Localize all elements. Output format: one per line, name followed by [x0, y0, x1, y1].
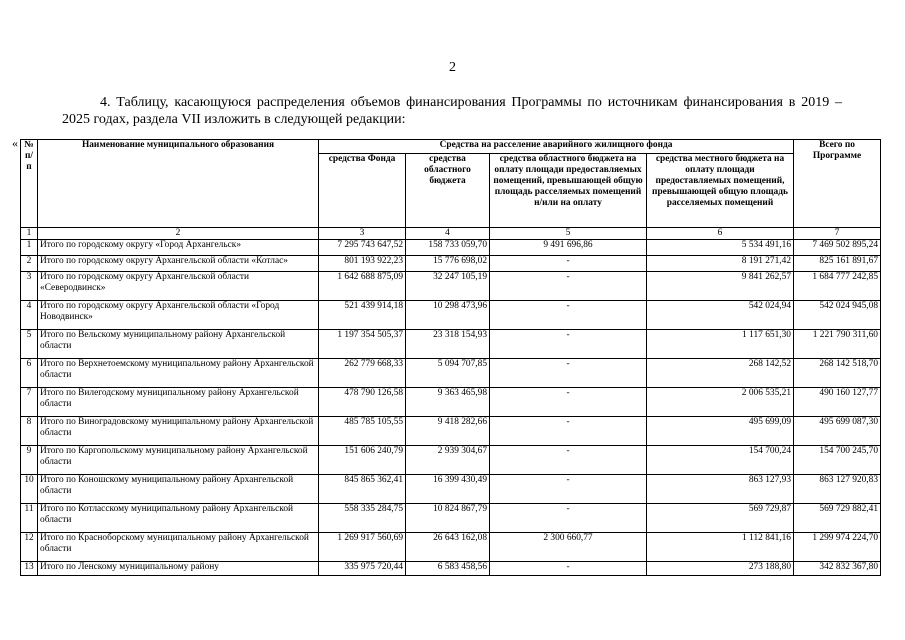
- local-amount: 2 006 535,21: [647, 388, 794, 417]
- local-amount: 9 841 262,57: [647, 272, 794, 301]
- header-number: № п/п: [21, 140, 38, 228]
- intro-paragraph: 4. Таблицу, касающуюся распределения объемов финансирования Программы по источникам финансирования в 2019 – 2025 годах, раздела VII изложить в следующей редакции:: [62, 95, 842, 127]
- municipality-name: Итого по Верхнетоемскому муниципальному району Архангельской области: [38, 359, 319, 388]
- local-amount: 863 127,93: [647, 475, 794, 504]
- row-number: 6: [21, 359, 38, 388]
- page-number: 2: [449, 60, 456, 75]
- fund-amount: 845 865 362,41: [319, 475, 406, 504]
- local-amount: 1 112 841,16: [647, 533, 794, 562]
- row-number: 2: [21, 256, 38, 272]
- column-number: 3: [319, 228, 406, 240]
- municipality-name: Итого по городскому округу Архангельской области «Северодвинск»: [38, 272, 319, 301]
- table-row: [21, 504, 881, 533]
- row-number: 10: [21, 475, 38, 504]
- regional-extra-amount: 9 491 696,86: [490, 240, 647, 256]
- table-row: [21, 446, 881, 475]
- regional-extra-amount: -: [490, 562, 647, 576]
- table-row: [21, 562, 881, 576]
- fund-amount: 801 193 922,23: [319, 256, 406, 272]
- fund-amount: 485 785 105,55: [319, 417, 406, 446]
- header-funds-group: Средства на расселение аварийного жилищного фонда: [319, 140, 794, 154]
- regional-amount: 16 399 430,49: [406, 475, 490, 504]
- row-number: 7: [21, 388, 38, 417]
- regional-extra-amount: -: [490, 388, 647, 417]
- fund-amount: 7 295 743 647,52: [319, 240, 406, 256]
- row-number: 13: [21, 562, 38, 576]
- total-amount: 825 161 891,67: [794, 256, 881, 272]
- regional-extra-amount: -: [490, 330, 647, 359]
- fund-amount: 151 606 240,79: [319, 446, 406, 475]
- total-amount: 490 160 127,77: [794, 388, 881, 417]
- total-amount: 569 729 882,41: [794, 504, 881, 533]
- table-row: [21, 330, 881, 359]
- regional-extra-amount: -: [490, 504, 647, 533]
- regional-extra-amount: -: [490, 256, 647, 272]
- table-row: [21, 359, 881, 388]
- regional-amount: 32 247 105,19: [406, 272, 490, 301]
- regional-amount: 26 643 162,08: [406, 533, 490, 562]
- local-amount: 8 191 271,42: [647, 256, 794, 272]
- financing-table: [20, 139, 881, 576]
- local-amount: 5 534 491,16: [647, 240, 794, 256]
- municipality-name: Итого по городскому округу Архангельской области «Город Новодвинск»: [38, 301, 319, 330]
- regional-amount: 9 363 465,98: [406, 388, 490, 417]
- total-amount: 154 700 245,70: [794, 446, 881, 475]
- local-amount: 569 729,87: [647, 504, 794, 533]
- header-regional-budget: средства областного бюджета: [406, 154, 490, 228]
- row-number: 1: [21, 240, 38, 256]
- regional-extra-amount: -: [490, 272, 647, 301]
- table-row: [21, 417, 881, 446]
- row-number: 9: [21, 446, 38, 475]
- row-number: 4: [21, 301, 38, 330]
- regional-amount: 10 298 473,96: [406, 301, 490, 330]
- row-number: 11: [21, 504, 38, 533]
- fund-amount: 1 197 354 505,37: [319, 330, 406, 359]
- header-fund: средства Фонда: [319, 154, 406, 228]
- header-local-budget: средства местного бюджета на оплату площади предоставляемых помещений, превышающей общую площадь расселяемых помещений: [647, 154, 794, 228]
- column-number: 4: [406, 228, 490, 240]
- total-amount: 542 024 945,08: [794, 301, 881, 330]
- table-row: [21, 533, 881, 562]
- header-municipality: Наименование муниципального образования: [38, 140, 319, 228]
- table-row: [21, 256, 881, 272]
- column-number: 6: [647, 228, 794, 240]
- local-amount: 273 188,80: [647, 562, 794, 576]
- regional-extra-amount: -: [490, 417, 647, 446]
- total-amount: 268 142 518,70: [794, 359, 881, 388]
- total-amount: 495 699 087,30: [794, 417, 881, 446]
- regional-amount: 5 094 707,85: [406, 359, 490, 388]
- column-number: 1: [21, 228, 38, 240]
- municipality-name: Итого по Ленскому муниципальному району: [38, 562, 319, 576]
- total-amount: 7 469 502 895,24: [794, 240, 881, 256]
- table-row: [21, 272, 881, 301]
- municipality-name: Итого по Коношскому муниципальному району Архангельской области: [38, 475, 319, 504]
- local-amount: 154 700,24: [647, 446, 794, 475]
- table-row: [21, 388, 881, 417]
- regional-extra-amount: -: [490, 446, 647, 475]
- municipality-name: Итого по Вельскому муниципальному району Архангельской области: [38, 330, 319, 359]
- regional-extra-amount: -: [490, 359, 647, 388]
- local-amount: 268 142,52: [647, 359, 794, 388]
- municipality-name: Итого по Виноградовскому муниципальному району Архангельской области: [38, 417, 319, 446]
- total-amount: 1 684 777 242,85: [794, 272, 881, 301]
- regional-amount: 9 418 282,66: [406, 417, 490, 446]
- opening-quote-mark: «: [12, 136, 18, 150]
- regional-amount: 6 583 458,56: [406, 562, 490, 576]
- municipality-name: Итого по Вилегодскому муниципальному району Архангельской области: [38, 388, 319, 417]
- local-amount: 542 024,94: [647, 301, 794, 330]
- fund-amount: 478 790 126,58: [319, 388, 406, 417]
- fund-amount: 558 335 284,75: [319, 504, 406, 533]
- column-number: 7: [794, 228, 881, 240]
- regional-amount: 158 733 059,70: [406, 240, 490, 256]
- municipality-name: Итого по Каргопольскому муниципальному району Архангельской области: [38, 446, 319, 475]
- column-number: 5: [490, 228, 647, 240]
- fund-amount: 1 269 917 560,69: [319, 533, 406, 562]
- total-amount: 863 127 920,83: [794, 475, 881, 504]
- regional-extra-amount: -: [490, 475, 647, 504]
- row-number: 12: [21, 533, 38, 562]
- regional-extra-amount: 2 300 660,77: [490, 533, 647, 562]
- row-number: 8: [21, 417, 38, 446]
- regional-extra-amount: -: [490, 301, 647, 330]
- municipality-name: Итого по Котласскому муниципальному району Архангельской области: [38, 504, 319, 533]
- fund-amount: 1 642 688 875,09: [319, 272, 406, 301]
- table-row: [21, 301, 881, 330]
- row-number: 3: [21, 272, 38, 301]
- regional-amount: 15 776 698,02: [406, 256, 490, 272]
- column-number: 2: [38, 228, 319, 240]
- fund-amount: 335 975 720,44: [319, 562, 406, 576]
- total-amount: 1 221 790 311,60: [794, 330, 881, 359]
- regional-amount: 10 824 867,79: [406, 504, 490, 533]
- header-total: Всего по Программе: [794, 140, 881, 228]
- municipality-name: Итого по городскому округу «Город Архангельск»: [38, 240, 319, 256]
- table-row: [21, 475, 881, 504]
- total-amount: 1 299 974 224,70: [794, 533, 881, 562]
- total-amount: 342 832 367,80: [794, 562, 881, 576]
- column-numbers-row: [21, 228, 881, 240]
- header-regional-extra: средства областного бюджета на оплату площади предоставляемых помещений, превышающей общую площадь расселяемых помещений н/или на оплату: [490, 154, 647, 228]
- regional-amount: 23 318 154,93: [406, 330, 490, 359]
- fund-amount: 521 439 914,18: [319, 301, 406, 330]
- municipality-name: Итого по городскому округу Архангельской области «Котлас»: [38, 256, 319, 272]
- local-amount: 495 699,09: [647, 417, 794, 446]
- municipality-name: Итого по Красноборскому муниципальному району Архангельской области: [38, 533, 319, 562]
- local-amount: 1 117 651,30: [647, 330, 794, 359]
- table-row: [21, 240, 881, 256]
- fund-amount: 262 779 668,33: [319, 359, 406, 388]
- regional-amount: 2 939 304,67: [406, 446, 490, 475]
- row-number: 5: [21, 330, 38, 359]
